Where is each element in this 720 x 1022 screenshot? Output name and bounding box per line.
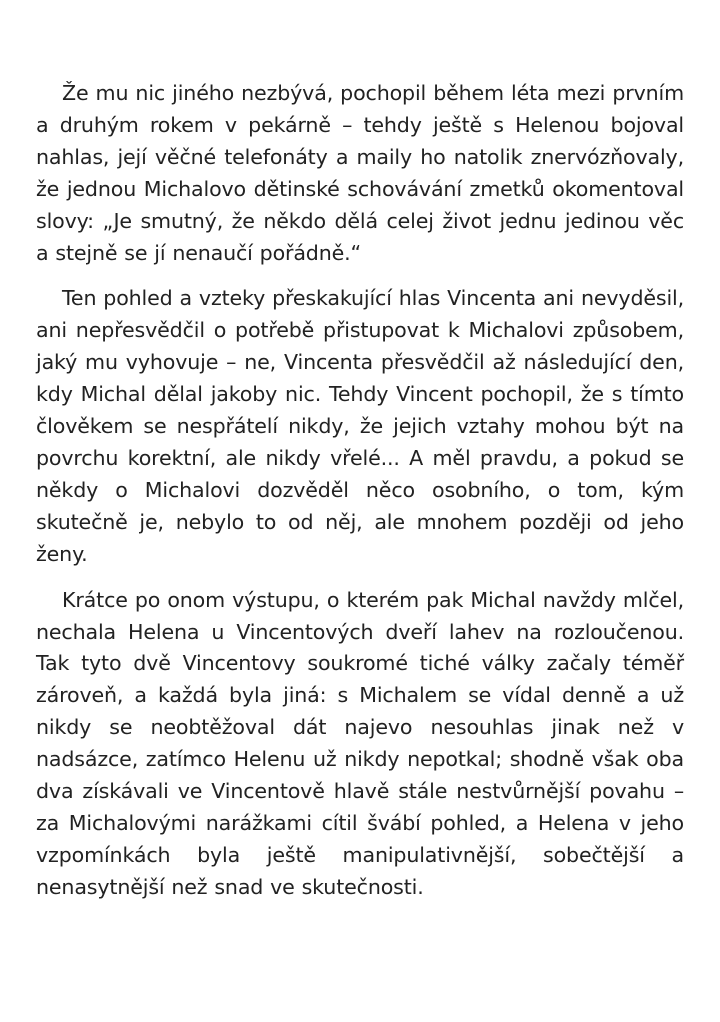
page-body — [36, 78, 684, 904]
paragraph: Ten pohled a vzteky přeskakující hlas Vincenta ani nevyděsil, ani nepřesvědčil o potřebě přistupovat k Michalovi způsobem, jaký mu vyhovuje – ne, Vincenta přesvědčil až následující den, kdy Michal dělal jakoby nic. Tehdy Vincent pochopil, že s tímto člověkem se nespřátelí nikdy, že jejich vztahy mohou být na povrchu korektní, ale nikdy vřelé... A měl pravdu, a pokud se někdy o Michalovi dozvěděl něco osobního, o tom, kým skutečně je, nebylo to od něj, ale mnohem později od jeho ženy. — [36, 286, 684, 566]
paragraph: Že mu nic jiného nezbývá, pochopil během léta mezi prvním a druhým rokem v pekárně – tehdy ještě s Helenou bojoval nahlas, její věčné telefonáty a maily ho natolik znervózňovaly, že jednou Michalovo dětinské schovávání zmetků okomentoval slovy: „Je smutný, že někdo dělá celej život jednu jedinou věc a stejně se jí nenaučí pořádně.“ — [36, 81, 684, 265]
paragraph: Krátce po onom výstupu, o kterém pak Michal navždy mlčel, nechala Helena u Vincentových dveří lahev na rozloučenou. Tak tyto dvě Vincentovy soukromé tiché války začaly téměř zároveň, a každá byla jiná: s Michalem se vídal denně a už nikdy se neobtěžoval dát najevo nesouhlas jinak než v nadsázce, zatímco Helenu už nikdy nepotkal; shodně však oba dva získávali ve Vincentově hlavě stále nestvůrnější povahu – za Michalovými narážkami cítil švábí pohled, a Helena v jeho vzpomínkách byla ještě manipulativnější, sobečtější a nenasytnější než snad ve skutečnosti. — [36, 587, 684, 899]
